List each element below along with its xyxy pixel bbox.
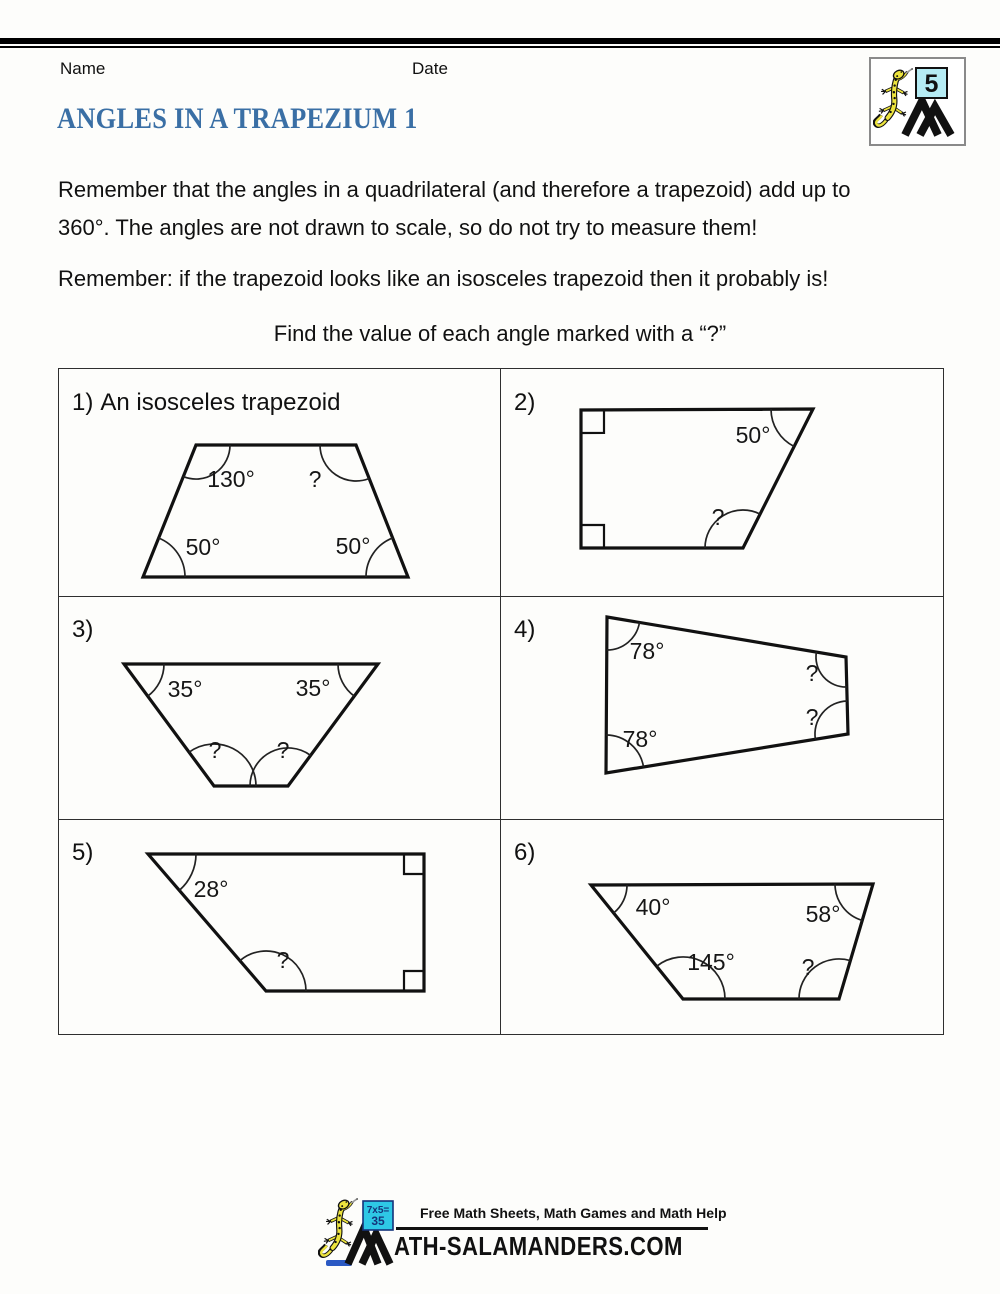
angle-value-label: 50° <box>335 533 371 559</box>
problem-cell-5 <box>59 819 501 1034</box>
angle-value-label: ? <box>805 704 819 730</box>
angle-value-label: 35° <box>295 675 331 701</box>
instruction-line: Find the value of each angle marked with a “?” <box>273 321 727 346</box>
problem-number: 4) <box>514 616 536 643</box>
problem-number: 5) <box>72 839 94 866</box>
trapezoid-figure <box>59 819 501 1034</box>
math-card-line-2: 35 <box>371 1214 385 1228</box>
problem-cell-1 <box>59 369 501 596</box>
problem-label <box>72 389 340 417</box>
grade-logo-box <box>869 57 966 146</box>
problem-note: An isosceles trapezoid <box>100 389 341 416</box>
angle-value-label: 130° <box>207 466 255 492</box>
angle-arc <box>614 885 627 913</box>
angle-value-label: ? <box>805 660 819 686</box>
right-angle-mark <box>581 410 604 433</box>
angle-value-label: ? <box>308 466 322 492</box>
top-divider-bar <box>0 38 1000 48</box>
footer-tagline: Free Math Sheets, Math Games and Math Help <box>420 1205 727 1221</box>
date-field-label: Date <box>412 59 448 78</box>
problem-number: 2) <box>514 389 536 416</box>
angle-value-label: ? <box>711 504 725 530</box>
problem-cell-3 <box>59 596 501 819</box>
right-angle-mark <box>404 971 424 991</box>
intro-line-2: 360°. The angles are not drawn to scale, so do not try to measure them! <box>58 215 758 240</box>
angle-value-label: 78° <box>629 638 665 664</box>
angle-value-label: ? <box>276 737 290 763</box>
angle-value-label: ? <box>276 947 290 973</box>
intro-paragraph-1 <box>58 171 850 247</box>
angle-arc <box>338 664 354 696</box>
problem-label <box>72 839 100 867</box>
problem-cell-6 <box>501 819 943 1034</box>
trapezoid-figure <box>501 369 943 596</box>
problem-number: 3) <box>72 616 94 643</box>
angle-value-label: 28° <box>193 876 229 902</box>
problems-table <box>58 368 944 1035</box>
grade-logo-figure <box>871 59 964 144</box>
angle-arc <box>159 538 185 577</box>
footer-site-name: ATH-SALAMANDERS.COM <box>394 1231 683 1261</box>
name-field-label: Name <box>60 59 106 78</box>
right-angle-mark <box>404 854 424 874</box>
angle-value-label: 78° <box>622 726 658 752</box>
problem-label <box>514 389 542 417</box>
angle-value-label: 145° <box>687 949 735 975</box>
intro-line-1: Remember that the angles in a quadrilateral (and therefore a trapezoid) add up to <box>58 177 851 202</box>
angle-arc <box>771 409 794 446</box>
angle-value-label: 35° <box>167 676 203 702</box>
right-angle-mark <box>581 525 604 548</box>
footer-rule <box>396 1227 708 1230</box>
grade-number: 5 <box>924 70 939 98</box>
trapezoid-figure <box>501 596 943 819</box>
top-bar-thin-line <box>0 46 1000 48</box>
angle-value-label: 58° <box>805 901 841 927</box>
problem-cell-2 <box>501 369 943 596</box>
page-title: ANGLES IN A TRAPEZIUM 1 <box>57 102 418 135</box>
angle-value-label: 50° <box>735 422 771 448</box>
angle-value-label: ? <box>208 737 222 763</box>
math-card-line-1: 7x5= <box>366 1205 390 1216</box>
trapezoid-figure <box>501 819 943 1034</box>
trapezoid-shape <box>581 409 813 548</box>
problem-label <box>514 616 542 644</box>
trapezoid-figure <box>59 596 501 819</box>
salamander-icon <box>875 68 913 126</box>
angle-arc <box>148 664 164 696</box>
angle-value-label: 50° <box>185 534 221 560</box>
problem-label <box>72 616 100 644</box>
problem-cell-4 <box>501 596 943 819</box>
intro-paragraph-2: Remember: if the trapezoid looks like an isosceles trapezoid then it probably is! <box>58 266 829 291</box>
angle-value-label: 40° <box>635 894 671 920</box>
problem-number: 6) <box>514 839 536 866</box>
problem-number: 1) <box>72 389 94 416</box>
problem-label <box>514 839 542 867</box>
angle-value-label: ? <box>801 954 815 980</box>
